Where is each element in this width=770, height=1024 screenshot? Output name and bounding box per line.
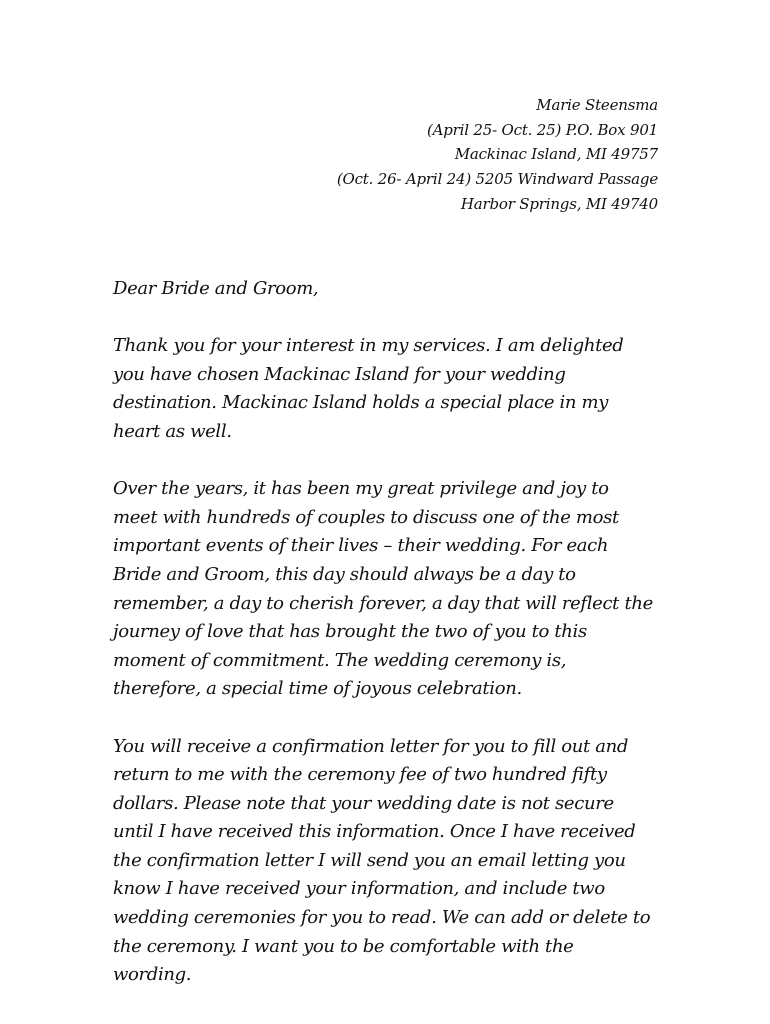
- paragraph-intro: Thank you for your interest in my services. I am delighted you have chosen Mackinac Island for your wedding destination. Mackinac Island holds a special place in my heart as well.: [113, 335, 624, 442]
- summer-address-line: (April 25- Oct. 25) P.O. Box 901: [427, 120, 658, 139]
- sender-address-block: [337, 93, 658, 217]
- letter-body: [113, 275, 653, 1018]
- winter-city-line: Harbor Springs, MI 49740: [460, 194, 658, 213]
- winter-address-line: (Oct. 26- April 24) 5205 Windward Passage: [336, 170, 658, 189]
- sender-name: Marie Steensma: [536, 96, 658, 114]
- summer-city-line: Mackinac Island, MI 49757: [454, 145, 658, 164]
- paragraph-privilege: Over the years, it has been my great privilege and joy to meet with hundreds of couples to discuss one of the most important events of their lives – their wedding. For each Bride and Groom, this day should always be a day to remember, a day to cherish forever, a day that will reflect the journey of love that has brought the two of you to this moment of commitment. The wedding ceremony is, therefore, a special time of joyous celebration.: [113, 478, 653, 700]
- paragraph-confirmation: You will receive a confirmation letter for you to fill out and return to me with the ceremony fee of two hundred fifty dollars. Please note that your wedding date is not secure until I have received this information. Once I have received the confirmation letter I will send you an email letting you know I have received your information, and include two wedding ceremonies for you to read. We can add or delete to the ceremony. I want you to be comfortable with the wording.: [113, 735, 651, 986]
- salutation: Dear Bride and Groom,: [113, 278, 319, 299]
